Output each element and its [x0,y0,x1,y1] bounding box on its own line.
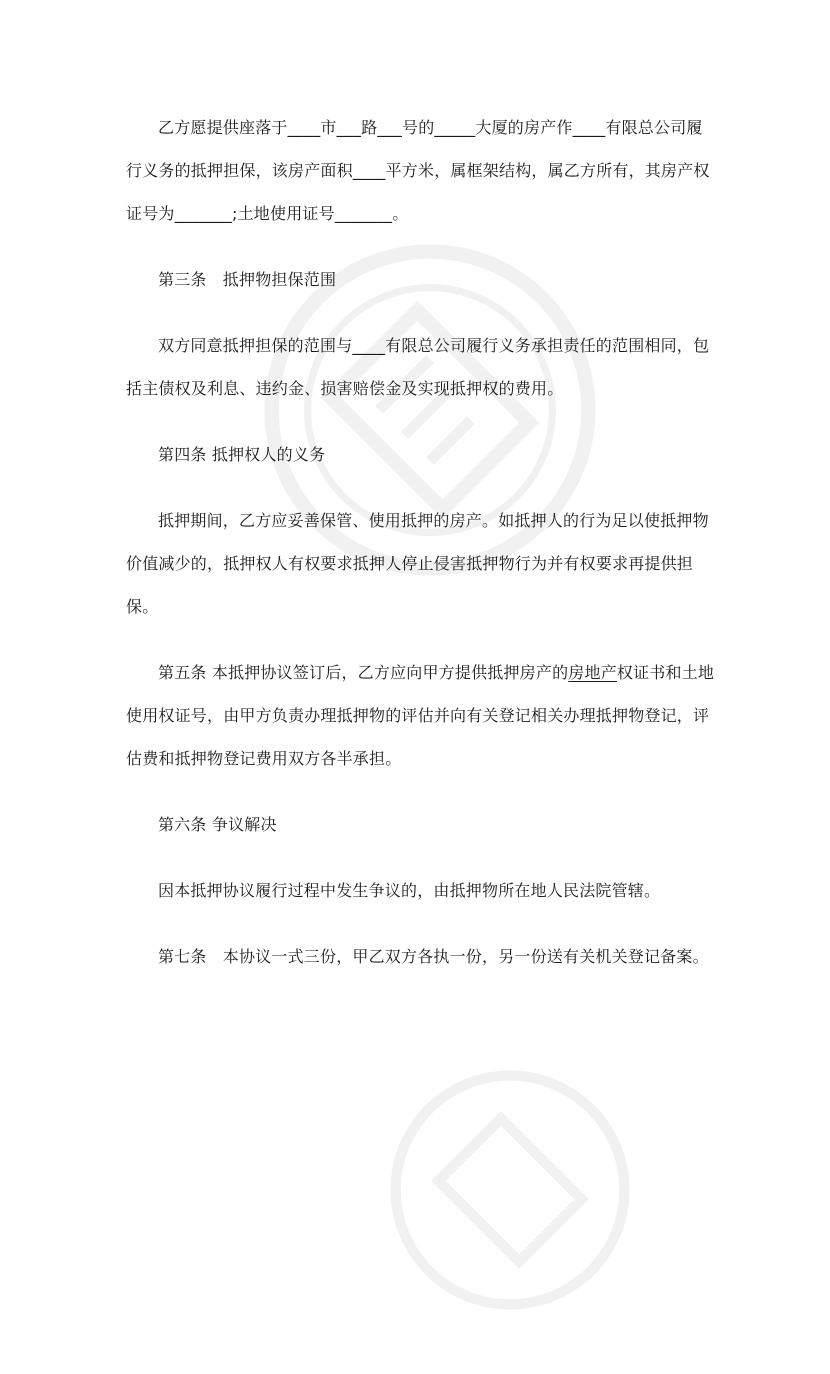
paragraph-mortgagee-obligations: 抵押期间，乙方应妥善保管、使用抵押的房产。如抵押人的行为足以使抵押物价值减少的，抵押权人有权要求抵押人停止侵害抵押物行为并有权要求再提供担保。 [126,511,709,616]
article-6-heading: 第六条 争议解决 [158,815,277,834]
article-5-paragraph [126,651,716,780]
paragraph-property-description: 乙方愿提供座落于____市___路___号的_____大厦的房产作____有限总公司履行义务的抵押担保，该房产面积____平方米，属框架结构，属乙方所有，其房产权证号为_______;土地使用证号_______。 [126,118,710,223]
document-body [126,106,716,978]
article-5-text-after: 权证书和土地使用权证号，由甲方负责办理抵押物的评估并向有关登记相关办理抵押物登记，评估费和抵押物登记费用双方各半承担。 [126,663,715,768]
article-5-text-before: 第五条 本抵押协议签订后，乙方应向甲方提供抵押房产的 [158,663,569,682]
paragraph-dispute-resolution: 因本抵押协议履行过程中发生争议的，由抵押物所在地人民法院管辖。 [158,881,661,900]
article-4-heading: 第四条 抵押权人的义务 [158,445,326,464]
article-3-heading: 第三条 抵押物担保范围 [158,270,337,289]
article-7-paragraph: 第七条 本协议一式三份，甲乙双方各执一份，另一份送有关机关登记备案。 [158,947,709,966]
watermark-partial-icon [326,1006,694,1374]
article-5-underlined-term: 房地产 [568,663,617,682]
paragraph-guarantee-scope: 双方同意抵押担保的范围与____有限总公司履行义务承担责任的范围相同，包括主债权及利息、违约金、损害赔偿金及实现抵押权的费用。 [126,336,710,398]
